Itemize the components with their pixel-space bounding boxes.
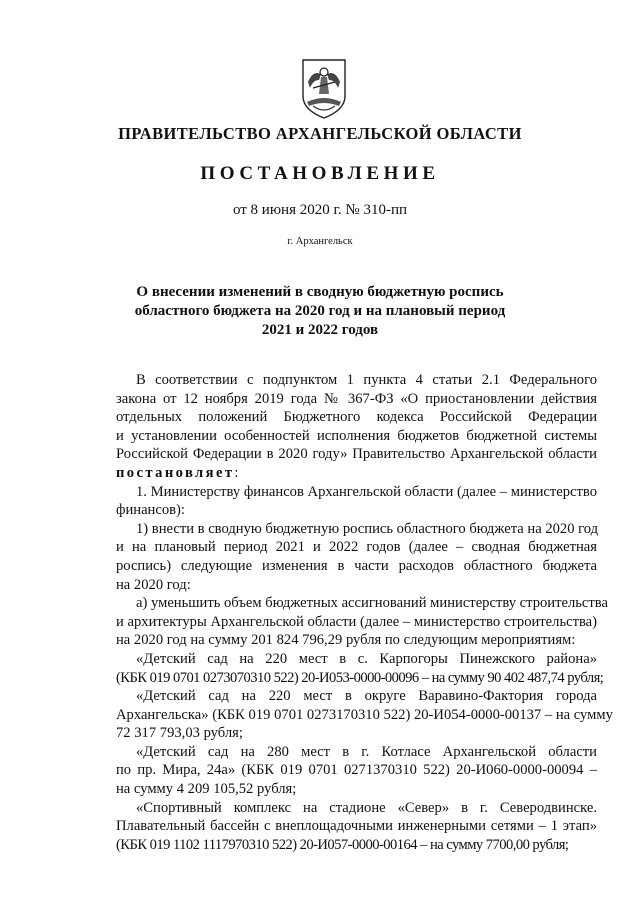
text-line: «Детский сад на 220 мест в округе Варавино-Фактория города (136, 688, 597, 705)
paragraph-project-4 (116, 799, 597, 855)
text-line: на сумму 4 209 105,52 рубля; (116, 781, 297, 798)
document-date-number: от 8 июня 2020 г. № 310-пп (232, 202, 408, 218)
text-line: В соответствии с подпунктом 1 пункта 4 статьи 2.1 Федерального (136, 372, 597, 388)
text-line: «Детский сад на 220 мест в с. Карпогоры Пинежского района» (136, 650, 597, 667)
title-line: О внесении изменений в сводную бюджетную роспись (136, 284, 504, 300)
text-line: закона от 12 ноября 2019 года № 367-ФЗ «О приостановлении действия (116, 390, 597, 407)
text-line: финансов): (116, 502, 185, 519)
text-line: 72 317 793,03 рубля; (116, 725, 243, 742)
paragraph-subitem-1 (116, 520, 597, 594)
organization-name: ПРАВИТЕЛЬСТВО АРХАНГЕЛЬСКОЙ ОБЛАСТИ (118, 124, 522, 143)
text-line: отдельных положений Бюджетного кодекса Российской Федерации (116, 409, 597, 426)
text-line: на 2020 год: (116, 576, 191, 593)
paragraph-preamble (116, 371, 597, 483)
coat-of-arms-icon (299, 58, 349, 120)
title-line: областного бюджета на 2020 год и на плановый период (134, 303, 506, 319)
text-line: Российской Федерации в 2020 году» Правительство Архангельской области (116, 446, 597, 463)
text-line: на 2020 год на сумму 201 824 796,29 рубля по следующим мероприятиям: (116, 632, 576, 649)
paragraph-subitem-a (116, 594, 608, 650)
text-line: роспись) следующие изменения в части расходов областного бюджета (116, 557, 597, 574)
title-line: 2021 и 2022 годов (261, 322, 379, 338)
text-line: 1. Министерству финансов Архангельской области (далее – министерство (136, 483, 597, 500)
paragraph-project-2 (116, 687, 613, 743)
paragraph-item-1 (116, 483, 597, 520)
text-line: 1) внести в сводную бюджетную роспись областного бюджета на 2020 год (136, 520, 599, 537)
text-line: и на плановый период 2021 и 2022 годов (далее – сводная бюджетная (116, 539, 597, 556)
document-city: г. Архангельск (287, 236, 353, 247)
text-line: Плавательный бассейн с внеплощадочными инженерными сетями – 1 этап» (116, 818, 597, 835)
text-line: и установлении особенностей исполнения бюджетов бюджетной системы (116, 427, 597, 444)
text-line: «Спортивный комплекс на стадионе «Север» в г. Северодвинске. (136, 799, 597, 816)
document-body (116, 371, 613, 854)
text-line: «Детский сад на 280 мест в г. Котласе Архангельской области (136, 743, 597, 760)
document-type: ПОСТАНОВЛЕНИЕ (200, 163, 440, 184)
text-line: Архангельска» (КБК 019 0701 0273170310 522) 20-И054-0000-00137 – на сумму (116, 706, 613, 723)
text-line: и архитектуры Архангельской области (далее – министерство строительства) (116, 613, 597, 630)
paragraph-project-3 (116, 743, 597, 799)
decree-word: постановляет (116, 464, 235, 481)
paragraph-project-1 (116, 650, 604, 687)
document-title (0, 283, 640, 340)
text-line: (КБК 019 0701 0273070310 522) 20-И053-0000-00096 – на сумму 90 402 487,74 рубля; (116, 669, 604, 686)
decree-line (116, 464, 597, 483)
text-line: а) уменьшить объем бюджетных ассигнований министерству строительства (136, 595, 608, 612)
text-line: (КБК 019 1102 1117970310 522) 20-И057-0000-00164 – на сумму 7700,00 рубля; (116, 836, 569, 853)
text-line: по пр. Мира, 24а» (КБК 019 0701 0271370310 522) 20-И060-0000-00094 – (116, 762, 597, 779)
decree-colon: : (234, 464, 239, 481)
